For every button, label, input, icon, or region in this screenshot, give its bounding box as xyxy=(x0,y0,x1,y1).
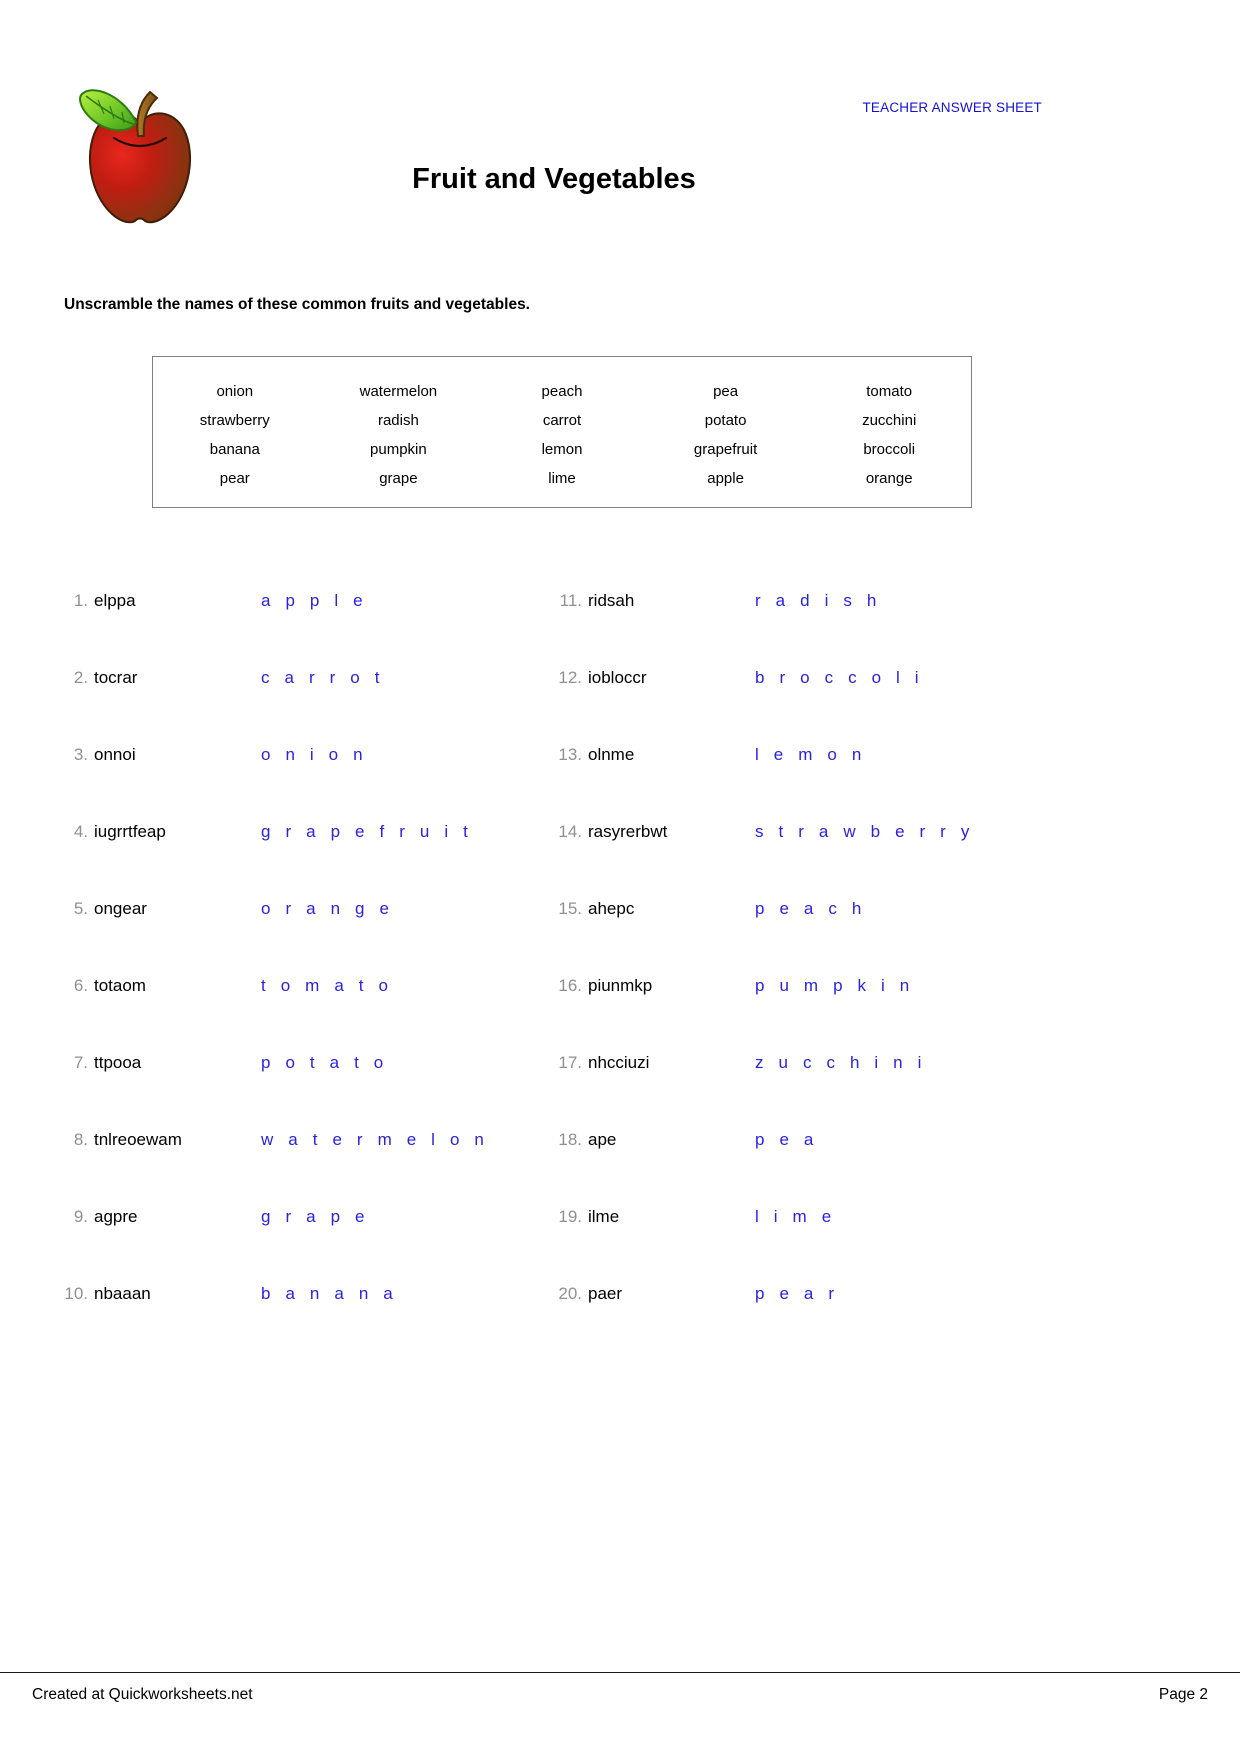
word-bank-word: peach xyxy=(541,383,583,400)
scrambled-word: ongear xyxy=(94,899,147,918)
scrambled-word: tocrar xyxy=(94,668,138,687)
word-bank-word: potato xyxy=(704,412,747,429)
question-row xyxy=(556,1111,1050,1188)
instruction-text: Unscramble the names of these common fruits and vegetables. xyxy=(64,296,530,313)
question-row xyxy=(62,726,556,803)
question-number: 10. xyxy=(64,1284,88,1303)
answer-text: grape xyxy=(261,1207,380,1226)
question-row xyxy=(62,803,556,880)
question-number: 7. xyxy=(73,1053,88,1072)
question-number: 18. xyxy=(558,1130,582,1149)
answer-text: tomato xyxy=(261,976,403,995)
answer-text: lemon xyxy=(755,745,877,764)
question-number: 16. xyxy=(558,976,582,995)
word-bank-word: grape xyxy=(379,470,418,487)
word-bank-word: lemon xyxy=(541,441,583,458)
scrambled-word: piunmkp xyxy=(588,976,653,995)
apple-icon xyxy=(76,82,204,232)
question-row xyxy=(62,649,556,726)
scrambled-word: paer xyxy=(588,1284,623,1303)
answer-text: banana xyxy=(261,1284,408,1303)
question-number: 6. xyxy=(73,976,88,995)
question-number: 2. xyxy=(73,668,88,687)
question-row xyxy=(62,1034,556,1111)
question-row xyxy=(556,726,1050,803)
word-bank-word: watermelon xyxy=(359,383,438,400)
word-bank-word: orange xyxy=(865,470,913,487)
scrambled-word: ridsah xyxy=(588,591,635,610)
question-number: 8. xyxy=(73,1130,88,1149)
answer-text: orange xyxy=(261,899,404,918)
answer-text: grapefruit xyxy=(261,822,483,841)
answer-text: carrot xyxy=(261,668,395,687)
question-row xyxy=(62,1265,556,1342)
scrambled-word: ilme xyxy=(588,1207,620,1226)
answer-text: pumpkin xyxy=(755,976,925,995)
question-number: 9. xyxy=(73,1207,88,1226)
answer-text: radish xyxy=(755,591,892,610)
word-bank-word: pear xyxy=(219,470,250,487)
scrambled-word: iugrrtfeap xyxy=(94,822,166,841)
word-bank-word: onion xyxy=(216,383,254,400)
scrambled-word: ape xyxy=(588,1130,617,1149)
footer-credit: Created at Quickworksheets.net xyxy=(32,1686,253,1703)
page-number: Page 2 xyxy=(1158,1686,1208,1703)
question-row xyxy=(556,1265,1050,1342)
question-number: 20. xyxy=(558,1284,582,1303)
question-row xyxy=(62,1111,556,1188)
answer-text: strawberry xyxy=(755,822,985,841)
word-bank-word: radish xyxy=(377,412,419,429)
scrambled-word: nhcciuzi xyxy=(588,1053,650,1072)
question-row xyxy=(556,649,1050,726)
question-row xyxy=(62,1188,556,1265)
scrambled-word: totaom xyxy=(94,976,146,995)
question-number: 15. xyxy=(558,899,582,918)
word-bank-word: apple xyxy=(707,470,744,487)
word-bank-word: banana xyxy=(209,441,260,458)
word-bank-word: zucchini xyxy=(862,412,917,429)
answer-text: broccoli xyxy=(755,668,934,687)
word-bank-word: lime xyxy=(548,470,576,487)
question-row xyxy=(62,957,556,1034)
question-number: 14. xyxy=(558,822,582,841)
questions-grid xyxy=(62,572,1050,1342)
question-number: 17. xyxy=(558,1053,582,1072)
word-bank-word: grapefruit xyxy=(693,441,758,458)
answer-text: potato xyxy=(261,1053,399,1072)
question-row xyxy=(556,957,1050,1034)
scrambled-word: onnoi xyxy=(94,745,136,764)
question-row xyxy=(556,803,1050,880)
question-row xyxy=(556,1188,1050,1265)
answer-text: pear xyxy=(755,1284,850,1303)
word-bank-word: pea xyxy=(713,383,739,400)
apple-logo-image xyxy=(76,82,204,232)
footer-divider xyxy=(0,1672,1240,1673)
question-row xyxy=(62,880,556,957)
word-bank-word: tomato xyxy=(866,383,913,400)
question-number: 11. xyxy=(559,591,582,610)
question-row xyxy=(556,880,1050,957)
scrambled-word: elppa xyxy=(94,591,136,610)
scrambled-word: tnlreoewam xyxy=(94,1130,182,1149)
scrambled-word: ahepc xyxy=(588,899,635,918)
word-bank-word: strawberry xyxy=(199,412,270,429)
question-row xyxy=(556,572,1050,649)
teacher-answer-sheet-label: TEACHER ANSWER SHEET xyxy=(862,100,1042,115)
scrambled-word: ttpooa xyxy=(94,1053,142,1072)
answer-text: watermelon xyxy=(261,1130,499,1149)
scrambled-word: agpre xyxy=(94,1207,138,1226)
answer-text: onion xyxy=(261,745,378,764)
question-number: 4. xyxy=(73,822,88,841)
question-number: 1. xyxy=(73,591,88,610)
page-title: Fruit and Vegetables xyxy=(412,163,696,196)
answer-text: apple xyxy=(261,591,378,610)
word-bank-word: carrot xyxy=(542,412,582,429)
question-row xyxy=(556,1034,1050,1111)
question-number: 13. xyxy=(558,745,582,764)
answer-text: peach xyxy=(755,899,877,918)
scrambled-word: rasyrerbwt xyxy=(588,822,668,841)
scrambled-word: olnme xyxy=(588,745,635,764)
word-bank-word: pumpkin xyxy=(370,441,427,458)
answer-text: zucchini xyxy=(755,1053,937,1072)
question-number: 5. xyxy=(73,899,88,918)
word-bank-word: broccoli xyxy=(863,441,916,458)
answer-text: lime xyxy=(755,1207,847,1226)
question-number: 3. xyxy=(73,745,88,764)
answer-text: pea xyxy=(755,1130,829,1149)
question-row xyxy=(62,572,556,649)
word-bank-box xyxy=(152,356,972,508)
question-number: 12. xyxy=(558,668,582,687)
scrambled-word: iobloccr xyxy=(588,668,647,687)
question-number: 19. xyxy=(558,1207,582,1226)
scrambled-word: nbaaan xyxy=(94,1284,151,1303)
